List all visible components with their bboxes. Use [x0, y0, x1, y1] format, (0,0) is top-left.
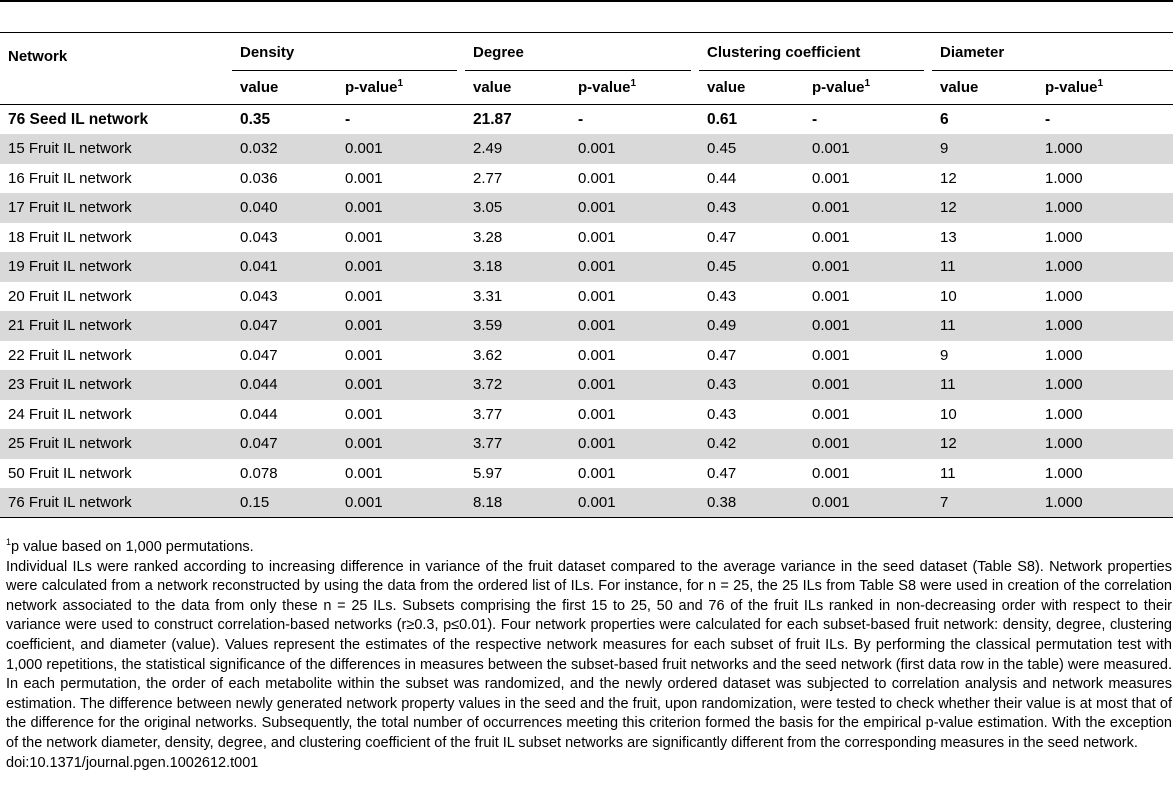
table-cell: 0.001 — [804, 429, 932, 459]
row-label: 76 Seed IL network — [8, 110, 149, 128]
table-row — [0, 429, 1173, 459]
table-cell: 12 — [940, 169, 957, 187]
table-cell: 0.001 — [337, 252, 465, 282]
row-label: 17 Fruit IL network — [0, 193, 232, 223]
table-cell: 0.001 — [345, 169, 383, 187]
table-cell: 0.001 — [570, 252, 699, 282]
table-cell: 0.001 — [578, 405, 616, 423]
table-cell: 0.001 — [804, 193, 932, 223]
table-cell: 0.001 — [570, 311, 699, 341]
table-cell: 0.45 — [699, 252, 804, 282]
table-cell: 5.97 — [473, 464, 503, 482]
table-cell: 0.001 — [345, 464, 383, 482]
group-header-row — [0, 38, 1173, 71]
table-cell: 0.001 — [804, 134, 932, 164]
table-row — [0, 164, 1173, 194]
table-cell: 0.001 — [812, 346, 850, 364]
table-cell: 0.001 — [812, 228, 850, 246]
table-cell: 0.001 — [337, 488, 465, 518]
table-cell: 2.77 — [473, 169, 503, 187]
diameter-header: Diameter — [932, 38, 1173, 71]
table-cell: 0.001 — [578, 464, 616, 482]
table-row — [0, 311, 1173, 341]
degree-value-header: value — [473, 79, 512, 96]
table-cell: 0.001 — [812, 464, 850, 482]
row-label: 50 Fruit IL network — [8, 464, 132, 482]
table-cell: 0.45 — [699, 134, 804, 164]
table-cell: 0.044 — [232, 370, 337, 400]
row-label: 15 Fruit IL network — [0, 134, 232, 164]
table-cell: 0.047 — [232, 429, 337, 459]
network-header: Network — [8, 48, 68, 65]
table-cell: 0.036 — [240, 169, 278, 187]
table-cell: 1.000 — [1037, 134, 1173, 164]
degree-pvalue-header: p-value$^1$ — [578, 78, 637, 96]
row-label: 20 Fruit IL network — [8, 287, 132, 305]
table-cell: 1.000 — [1037, 488, 1173, 518]
table-row — [0, 134, 1173, 164]
table-cell: 11 — [932, 252, 1037, 282]
table-cell: 0.001 — [804, 488, 932, 518]
table-row — [0, 105, 1173, 135]
table-cell: 10 — [940, 405, 957, 423]
table-cell: 2.49 — [465, 134, 570, 164]
table-cell: 3.31 — [473, 287, 503, 305]
table-cell: 0.001 — [578, 346, 616, 364]
table-cell: 0.001 — [345, 405, 383, 423]
table-cell: 0.001 — [812, 405, 850, 423]
table-cell: 0.001 — [570, 193, 699, 223]
table-cell: 0.001 — [337, 370, 465, 400]
table-cell: 0.032 — [232, 134, 337, 164]
table-cell: 1.000 — [1037, 311, 1173, 341]
table-cell: 0.043 — [240, 287, 278, 305]
table-cell: 21.87 — [473, 110, 512, 128]
table-cell: 0.001 — [578, 169, 616, 187]
table-cell: 1.000 — [1045, 169, 1083, 187]
table-cell: 0.001 — [345, 228, 383, 246]
table-cell: - — [345, 110, 351, 128]
table-cell: 0.001 — [337, 311, 465, 341]
table-cell: 0.001 — [337, 134, 465, 164]
table-cell: 9 — [932, 134, 1037, 164]
table-row — [0, 193, 1173, 223]
table-cell: 10 — [940, 287, 957, 305]
table-row — [0, 459, 1173, 489]
table-cell: 11 — [932, 311, 1037, 341]
table-cell: 0.44 — [707, 169, 737, 187]
clustering-pvalue-header: p-value$^1$ — [812, 78, 871, 96]
table-cell: 0.43 — [699, 370, 804, 400]
row-label: 21 Fruit IL network — [0, 311, 232, 341]
table-cell: 0.044 — [240, 405, 278, 423]
table-cell: 0.001 — [345, 346, 383, 364]
table-description: Individual ILs were ranked according to increasing difference in variance of the fruit dataset compared to the average variance in the seed dataset (Table S8). Network properties were calculated from a network reconstructed by using the data from the ordered list of ILs. For instance, for n = 25, the 25 ILs from Table S8 were used in creation of the correlation network associated to the data from only these n = 25 ILs. Subsets comprising the first 15 to 25, 50 and 76 of the fruit ILs ranked in non-decreasing order with respect to their variance were used to construct correlation-based networks (r≥0.3, p≤0.01). Four network properties were calculated for each subset-based fruit network: density, degree, clustering coefficient, and diameter (value). Values represent the estimates of the respective network measures for each subset of fruit ILs. By performing the classical permutation test with 1,000 repetitions, the statistical significance of the differences in measures between the subset-based fruit networks and the seed network (first data row in the table) were measured. In each permutation, the order of each metabolite within the subset was randomized, and the newly ordered dataset was subjected to correlation analysis and network measures estimation. The difference between newly generated network property values in the seed and the fruit, upon randomization, were tested to check whether their value is at most that of the difference for the original networks. Subsequently, the total number of occurrences meeting this criterion formed the basis for the empirical p-value estimation. With the exception of the network diameter, density, degree, and clustering coefficient of the fruit IL subset networks are significantly different from the corresponding measures in the seed network. — [6, 558, 1172, 751]
row-label: 76 Fruit IL network — [0, 488, 232, 518]
table-cell: 0.047 — [232, 311, 337, 341]
table-cell: 8.18 — [465, 488, 570, 518]
table-cell: 0.38 — [699, 488, 804, 518]
table-row — [0, 223, 1173, 253]
diameter-value-header: value — [940, 79, 979, 96]
table-cell: 7 — [932, 488, 1037, 518]
table-cell: 0.43 — [707, 287, 737, 305]
table-body — [0, 105, 1173, 518]
row-label: 23 Fruit IL network — [0, 370, 232, 400]
table-cell: 9 — [940, 346, 949, 364]
table-cell: 0.041 — [232, 252, 337, 282]
table-cell: 3.77 — [465, 429, 570, 459]
density-pvalue-header: p-value$^1$ — [345, 78, 404, 96]
table-cell: 1.000 — [1045, 464, 1083, 482]
row-label: 22 Fruit IL network — [8, 346, 132, 364]
table-cell: - — [1045, 110, 1051, 128]
table-row — [0, 400, 1173, 430]
row-label: 18 Fruit IL network — [8, 228, 132, 246]
table-cell: 0.043 — [240, 228, 278, 246]
table-cell: 0.078 — [240, 464, 278, 482]
network-properties-table — [0, 38, 1173, 518]
table-cell: 0.001 — [804, 311, 932, 341]
table-cell: 0.001 — [337, 193, 465, 223]
table-cell: - — [578, 110, 584, 128]
diameter-pvalue-header: p-value$^1$ — [1045, 78, 1104, 96]
table-cell: 0.001 — [804, 252, 932, 282]
table-row — [0, 488, 1173, 518]
density-header: Density — [232, 38, 465, 71]
table-cell: 6 — [940, 110, 949, 128]
row-label: 19 Fruit IL network — [0, 252, 232, 282]
table-cell: 13 — [940, 228, 957, 246]
table-cell: 11 — [940, 464, 956, 482]
table-row — [0, 370, 1173, 400]
doi: doi:10.1371/journal.pgen.1002612.t001 — [6, 754, 259, 771]
table-cell: 0.001 — [570, 134, 699, 164]
table-row — [0, 341, 1173, 371]
top-rule — [0, 0, 1173, 2]
footnote: $^1$p value based on 1,000 permutations. — [6, 537, 254, 555]
table-cell: 1.000 — [1045, 346, 1083, 364]
table-cell: 0.001 — [570, 429, 699, 459]
table-cell: 1.000 — [1045, 287, 1083, 305]
table-cell: 1.000 — [1037, 370, 1173, 400]
table-cell: 12 — [932, 429, 1037, 459]
table-cell: 0.001 — [578, 228, 616, 246]
table-row — [0, 282, 1173, 312]
clustering-value-header: value — [707, 79, 746, 96]
table-cell: 0.001 — [804, 370, 932, 400]
table-cell: 0.001 — [337, 429, 465, 459]
table-cell: 1.000 — [1037, 429, 1173, 459]
row-label: 25 Fruit IL network — [0, 429, 232, 459]
table-cell: 12 — [932, 193, 1037, 223]
table-cell: 0.001 — [570, 370, 699, 400]
clustering-header: Clustering coefficient — [699, 38, 932, 71]
table-cell: 1.000 — [1037, 252, 1173, 282]
table-cell: 0.61 — [707, 110, 738, 128]
table-cell: 0.047 — [240, 346, 278, 364]
row-label: 24 Fruit IL network — [8, 405, 132, 423]
degree-header: Degree — [465, 38, 699, 71]
table-cell: 1.000 — [1045, 228, 1083, 246]
table-cell: 0.43 — [699, 193, 804, 223]
table-cell: 0.47 — [707, 346, 737, 364]
table-cell: 3.05 — [465, 193, 570, 223]
table-cell: 0.35 — [240, 110, 271, 128]
table-cell: 0.001 — [578, 287, 616, 305]
table-cell: 0.001 — [812, 287, 850, 305]
table-notes — [6, 538, 1172, 773]
table-cell: 0.42 — [699, 429, 804, 459]
table-cell: 1.000 — [1037, 193, 1173, 223]
table-cell: 3.18 — [465, 252, 570, 282]
table-cell: 3.28 — [473, 228, 503, 246]
header-rule — [0, 32, 1173, 33]
table-cell: 0.43 — [707, 405, 737, 423]
density-value-header: value — [240, 79, 279, 96]
table-cell: 3.59 — [465, 311, 570, 341]
row-label: 16 Fruit IL network — [8, 169, 132, 187]
table-cell: 3.77 — [473, 405, 503, 423]
table-cell: 3.72 — [465, 370, 570, 400]
table-cell: 0.49 — [699, 311, 804, 341]
table-cell: 0.040 — [232, 193, 337, 223]
table-cell: 1.000 — [1045, 405, 1083, 423]
table-cell: 0.15 — [232, 488, 337, 518]
table-cell: 0.001 — [345, 287, 383, 305]
table-cell: 3.62 — [473, 346, 503, 364]
table-cell: 0.47 — [707, 464, 737, 482]
table-row — [0, 252, 1173, 282]
table-cell: 0.001 — [812, 169, 850, 187]
table-cell: 0.47 — [707, 228, 737, 246]
table-cell: - — [812, 110, 818, 128]
table-cell: 11 — [932, 370, 1037, 400]
table-cell: 0.001 — [570, 488, 699, 518]
